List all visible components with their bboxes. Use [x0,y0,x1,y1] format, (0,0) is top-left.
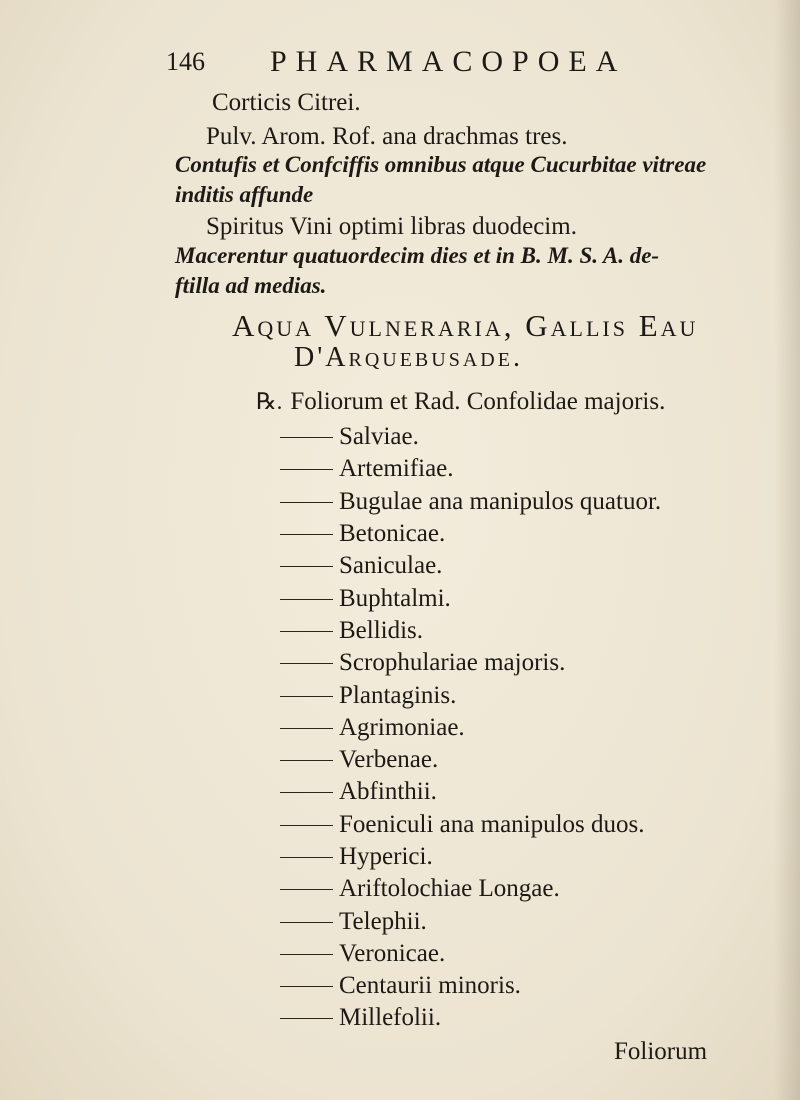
ditto-dash [280,502,333,504]
list-item [280,615,661,647]
ditto-dash [280,857,333,859]
ditto-dash [280,599,333,601]
list-item [280,712,661,744]
list-item [280,809,661,841]
ditto-dash [280,631,333,633]
ditto-dash [280,954,333,956]
catchword: Foliorum [614,1038,708,1065]
recipe-first-line [256,388,665,416]
list-item-text: Veronicae. [339,939,446,967]
list-item [280,841,661,873]
list-item-text: Verbenae. [339,746,439,774]
list-item-text: Bellidis. [339,616,424,644]
list-item [280,486,661,518]
text-line-7: ftilla ad medias. [175,273,327,298]
list-item-text: Scrophulariae majoris. [339,649,566,677]
ditto-dash [280,760,333,762]
list-item-text: Foeniculi ana manipulos duos. [339,810,645,838]
ditto-dash [280,437,333,439]
ditto-dash [280,534,333,536]
recipe-first-text: Foliorum et Rad. Confolidae majoris. [290,388,666,415]
text-line-3: Contufis et Confciffis omnibus atque Cucurbitae vitreae [175,152,707,177]
list-item-text: Betonicae. [339,520,446,548]
list-item [280,550,661,582]
list-item [280,938,661,970]
list-item [280,518,661,550]
list-item-text: Hyperici. [339,843,433,870]
ingredient-list [280,421,661,1035]
list-item [280,647,661,679]
ditto-dash [280,1018,333,1020]
ditto-dash [280,469,333,471]
list-item [280,453,661,485]
ditto-dash [280,728,333,730]
ditto-dash [280,825,333,827]
list-item-text: Centaurii minoris. [339,972,521,1000]
list-item [280,970,661,1002]
ditto-dash [280,663,333,665]
list-item-text: Ariftolochiae Longae. [339,875,560,903]
list-item-text: Bugulae ana manipulos quatuor. [339,487,662,515]
ditto-dash [280,696,333,698]
list-item [280,905,661,937]
list-item [280,582,661,614]
page-edge-shadow [774,0,800,1100]
section-subtitle: D'Arquebusade. [294,342,523,373]
list-item [280,873,661,905]
list-item-text: Abfinthii. [339,778,437,806]
ditto-dash [280,792,333,794]
list-item-text: Millefolii. [339,1004,442,1032]
section-title: Aqua Vulneraria, Gallis Eau [232,308,699,343]
ditto-dash [280,889,333,891]
text-line-6: Macerentur quatuordecim dies et in B. M. S. A. de- [175,243,660,268]
list-item-text: Saniculae. [339,552,443,580]
ditto-dash [280,566,333,568]
text-line-5: Spiritus Vini optimi libras duodecim. [206,213,577,240]
recipe-symbol: ℞. [256,389,283,414]
list-item-text: Agrimoniae. [339,713,465,741]
list-item [280,421,661,453]
page-number: 146 [166,47,205,76]
list-item [280,1002,661,1034]
ditto-dash [280,986,333,988]
list-item-text: Plantaginis. [339,681,457,709]
list-item [280,776,661,808]
list-item [280,679,661,711]
list-item-text: Artemifiae. [339,455,454,483]
list-item-text: Telephii. [339,907,427,935]
list-item [280,744,661,776]
list-item-text: Buphtalmi. [339,584,451,612]
text-line-1: Corticis Citrei. [212,89,361,116]
running-title: PHARMACOPOEA [270,45,627,78]
text-line-2: Pulv. Arom. Rof. ana drachmas tres. [206,123,568,150]
text-line-4: inditis affunde [175,182,314,207]
list-item-text: Salviae. [339,423,419,451]
ditto-dash [280,922,333,924]
